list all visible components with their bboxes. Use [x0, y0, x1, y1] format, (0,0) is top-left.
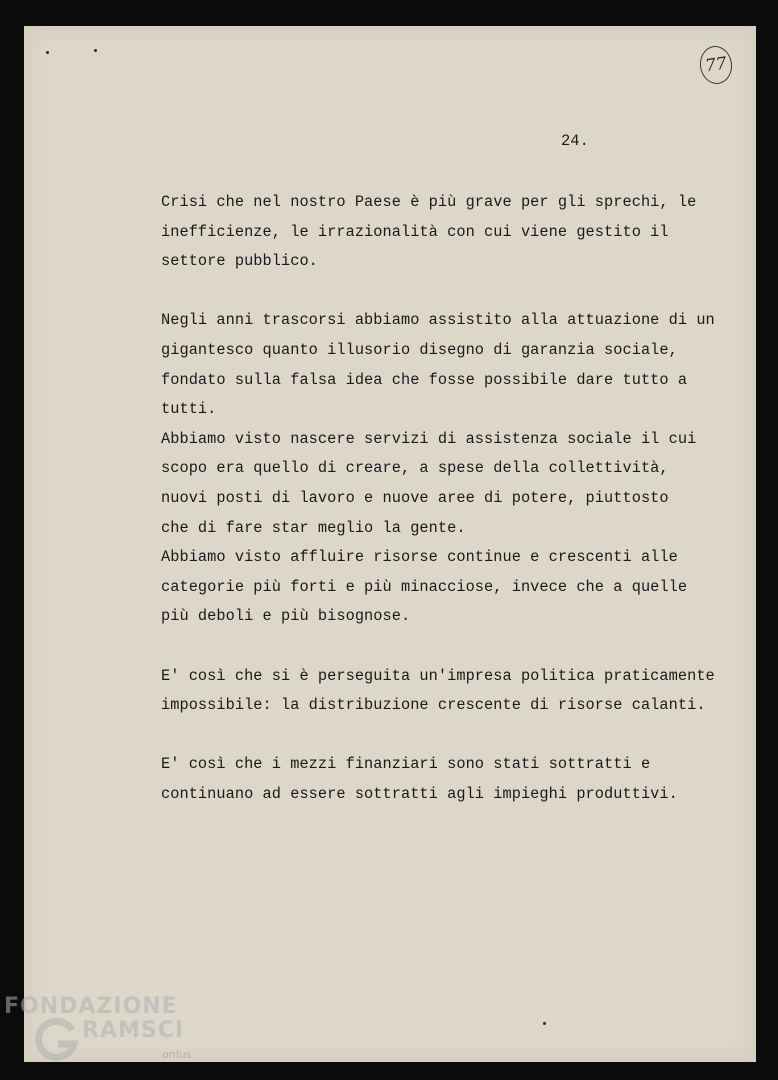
text-line: continuano ad essere sottratti agli impieghi produttivi. — [161, 784, 678, 803]
fondazione-gramsci-watermark — [4, 994, 204, 1074]
page-number: 24. — [561, 132, 589, 150]
text-line: impossibile: la distribuzione crescente di risorse calanti. — [161, 696, 706, 715]
text-line: nuovi posti di lavoro e nuove aree di potere, piuttosto — [161, 488, 669, 507]
text-line: scopo era quello di creare, a spese della collettività, — [161, 459, 669, 478]
text-line: inefficienze, le irrazionalità con cui viene gestito il — [161, 222, 669, 241]
watermark-g-logo-icon — [32, 1016, 80, 1064]
text-line: tutti. — [161, 400, 217, 419]
archive-stamp-number: 77 — [698, 44, 735, 86]
watermark-line-2: RAMSCI — [82, 1018, 185, 1043]
text-line: Crisi che nel nostro Paese è più grave per gli sprechi, le — [161, 193, 697, 211]
text-line: categorie più forti e più minacciose, invece che a quelle — [161, 577, 688, 596]
text-line: più deboli e più bisognose. — [161, 607, 411, 626]
text-line: che di fare star meglio la gente. — [161, 518, 466, 537]
text-line: E' così che si è perseguita un'impresa politica praticamente — [161, 666, 715, 685]
paper-speck — [46, 51, 49, 54]
paper-speck — [543, 1022, 546, 1025]
paragraph — [161, 188, 731, 277]
paper-speck — [94, 49, 97, 52]
document-page — [24, 26, 756, 1062]
paragraph — [161, 306, 731, 632]
document-body — [161, 188, 731, 809]
text-line: Abbiamo visto affluire risorse continue e crescenti alle — [161, 548, 678, 567]
text-line: Abbiamo visto nascere servizi di assistenza sociale il cui — [161, 429, 697, 448]
text-line: settore pubblico. — [161, 252, 318, 271]
text-line: Negli anni trascorsi abbiamo assistito alla attuazione di un — [161, 311, 715, 330]
text-line: fondato sulla falsa idea che fosse possibile dare tutto a — [161, 370, 688, 389]
paragraph — [161, 750, 731, 809]
text-line: E' così che i mezzi finanziari sono stati sottratti e — [161, 755, 651, 774]
text-line: gigantesco quanto illusorio disegno di garanzia sociale, — [161, 340, 678, 359]
paragraph — [161, 662, 731, 721]
watermark-line-1: FONDAZIONE — [4, 994, 178, 1019]
watermark-line-3: onlus — [162, 1048, 192, 1061]
